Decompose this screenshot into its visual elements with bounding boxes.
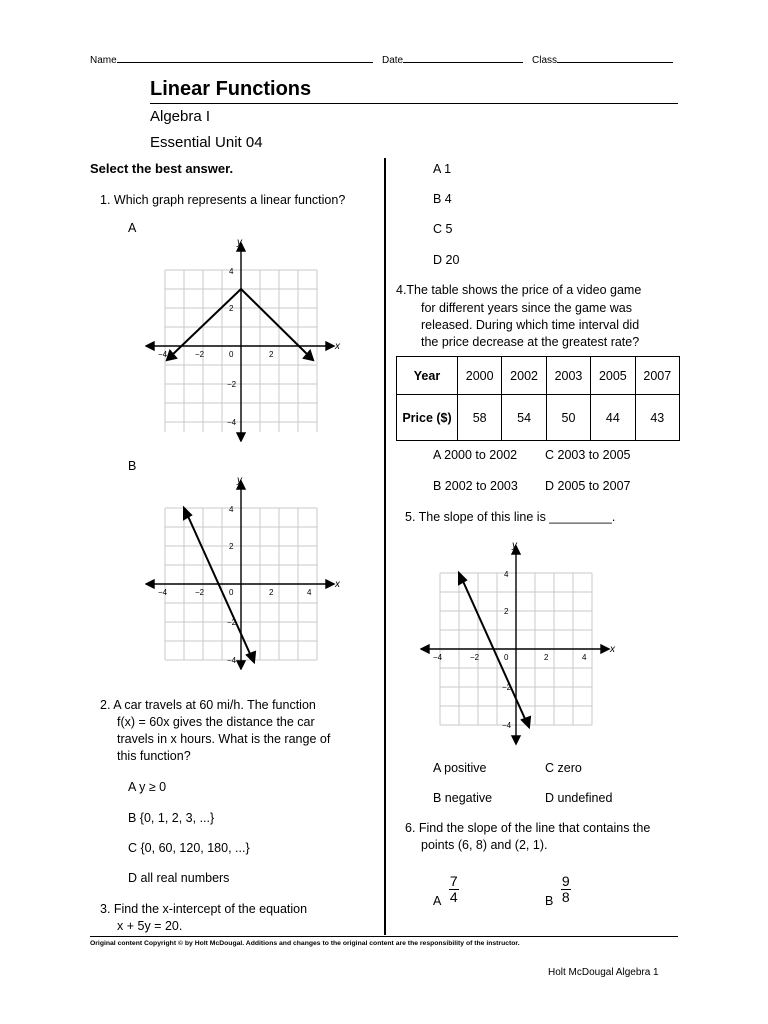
page-footer: Holt McDougal Algebra 1	[548, 967, 659, 978]
graph-b-x-label: x	[335, 579, 340, 590]
table-cell: 43	[635, 395, 679, 441]
q1-graph-a-label[interactable]: A	[128, 221, 137, 235]
q2-option-b[interactable]: B {0, 1, 2, 3, ...}	[128, 811, 215, 825]
graph-q5-axes	[421, 546, 609, 744]
graph-a-axes	[146, 243, 334, 441]
graph-b-ytick: −4	[227, 656, 237, 665]
q4-line-2: for different years since the game was	[421, 301, 632, 315]
graph-a-xtick: 4	[307, 350, 312, 359]
graph-a-ytick: 2	[229, 304, 234, 313]
q1-text: 1. Which graph represents a linear function?	[100, 193, 346, 207]
graph-q5-xtick: −2	[470, 653, 480, 662]
graph-q5-ytick: 4	[504, 570, 509, 579]
q6-option-a-letter: A	[433, 894, 442, 908]
q4-line-4: the price decrease at the greatest rate?	[421, 335, 640, 349]
graph-a-line	[167, 289, 313, 360]
graph-b-line	[184, 508, 255, 662]
q6-option-b[interactable]	[545, 870, 571, 908]
q2-option-d[interactable]: D all real numbers	[128, 871, 230, 885]
footer-rule	[90, 936, 678, 937]
q6-line-2: points (6, 8) and (2, 1).	[421, 838, 548, 852]
graph-q5-x-label: x	[610, 644, 615, 655]
q2-option-a[interactable]: A y ≥ 0	[128, 780, 167, 794]
q4-option-a[interactable]: A 2000 to 2002	[433, 448, 518, 462]
q5-text: 5. The slope of this line is _________.	[405, 510, 616, 524]
q6-line-1: 6. Find the slope of the line that contains the	[405, 821, 651, 835]
table-header-price: Price ($)	[397, 395, 458, 441]
graph-a-ytick: −4	[227, 418, 237, 427]
page-subtitle: Algebra I	[150, 108, 211, 125]
class-field-row	[532, 52, 673, 66]
q2-line-2: f(x) = 60x gives the distance the car	[117, 715, 315, 729]
table-row	[397, 357, 680, 395]
graph-a	[145, 232, 345, 442]
table-row	[397, 395, 680, 441]
q2-line-4: this function?	[117, 749, 191, 763]
page-title: Linear Functions	[150, 78, 312, 100]
q6-option-a-fraction	[449, 874, 459, 905]
q6-option-b-denominator: 8	[561, 888, 570, 905]
graph-q5-xtick: 4	[582, 653, 587, 662]
q2-option-c[interactable]: C {0, 60, 120, 180, ...}	[128, 841, 250, 855]
title-rule	[150, 103, 678, 104]
q3-line-1: 3. Find the x-intercept of the equation	[100, 902, 308, 916]
q4-option-c[interactable]: C 2003 to 2005	[545, 448, 631, 462]
q5-option-c[interactable]: C zero	[545, 761, 582, 775]
table-header-year: Year	[397, 357, 458, 395]
table-cell: 2002	[502, 357, 546, 395]
table-cell: 58	[458, 395, 502, 441]
date-label: Date	[382, 55, 404, 66]
graph-b-y-label: y	[237, 475, 242, 486]
q6-option-b-fraction	[561, 874, 571, 905]
graph-b-xtick: 0	[229, 588, 234, 597]
table-cell: 44	[591, 395, 635, 441]
graph-q5-xtick: 2	[544, 653, 549, 662]
graph-b-xtick: −4	[158, 588, 168, 597]
q3-option-c[interactable]: C 5	[433, 222, 453, 236]
q4-option-d[interactable]: D 2005 to 2007	[545, 479, 631, 493]
table-cell: 2005	[591, 357, 635, 395]
q6-option-a-denominator: 4	[449, 888, 458, 905]
q5-option-a[interactable]: A positive	[433, 761, 487, 775]
q6-option-b-numerator: 9	[561, 872, 570, 889]
graph-q5-line	[459, 573, 530, 727]
q3-line-2: x + 5y = 20.	[117, 919, 183, 933]
q2-line-1: 2. A car travels at 60 mi/h. The function	[100, 698, 316, 712]
name-blank[interactable]	[117, 52, 373, 63]
graph-q5-ytick: 2	[504, 607, 509, 616]
graph-b-xtick: −2	[195, 588, 205, 597]
graph-b	[145, 470, 345, 670]
graph-b-xtick: 4	[307, 588, 312, 597]
q5-option-b[interactable]: B negative	[433, 791, 493, 805]
column-divider	[384, 158, 386, 935]
graph-a-xtick: 0	[229, 350, 234, 359]
instructions: Select the best answer.	[90, 161, 234, 176]
graph-q5-xtick: −4	[433, 653, 443, 662]
graph-a-x-label: x	[335, 341, 340, 352]
q5-option-d[interactable]: D undefined	[545, 791, 613, 805]
graph-a-ytick: 4	[229, 267, 234, 276]
q1-graph-b-label[interactable]: B	[128, 459, 137, 473]
table-cell: 2007	[635, 357, 679, 395]
graph-q5-ytick: −2	[502, 683, 512, 692]
q4-line-3: released. During which time interval did	[421, 318, 640, 332]
name-label: Name	[90, 55, 117, 66]
graph-b-ytick: −2	[227, 618, 237, 627]
date-blank[interactable]	[403, 52, 523, 63]
graph-q5-ytick: −4	[502, 721, 512, 730]
graph-a-xtick: 2	[269, 350, 274, 359]
graph-q5-xtick: 0	[504, 653, 509, 662]
copyright-notice: Original content Copyright © by Holt McDougal. Additions and changes to the original content are the responsibility of the instructor.	[90, 940, 520, 947]
q2-line-3: travels in x hours. What is the range of	[117, 732, 331, 746]
graph-b-ytick: 2	[229, 542, 234, 551]
q3-option-d[interactable]: D 20	[433, 253, 460, 267]
price-table	[396, 356, 680, 441]
graph-a-xtick: −4	[158, 350, 168, 359]
graph-a-xtick: −2	[195, 350, 205, 359]
q6-option-a-numerator: 7	[449, 872, 458, 889]
q6-option-b-letter: B	[545, 894, 554, 908]
q3-option-a[interactable]: A 1	[433, 162, 452, 176]
graph-q5-y-label: y	[512, 540, 517, 551]
name-field-row	[90, 52, 373, 66]
graph-a-y-label: y	[237, 237, 242, 248]
graph-a-ytick: −2	[227, 380, 237, 389]
q4-option-b[interactable]: B 2002 to 2003	[433, 479, 518, 493]
q3-option-b[interactable]: B 4	[433, 192, 452, 206]
table-cell: 2000	[458, 357, 502, 395]
table-cell: 54	[502, 395, 546, 441]
class-blank[interactable]	[557, 52, 673, 63]
graph-b-xtick: 2	[269, 588, 274, 597]
q6-option-a[interactable]	[433, 870, 459, 908]
date-field-row	[382, 52, 523, 66]
q4-line-1: 4.The table shows the price of a video game	[396, 283, 642, 297]
table-cell: 2003	[546, 357, 590, 395]
class-label: Class	[532, 55, 558, 66]
unit-label: Essential Unit 04	[150, 134, 263, 151]
graph-q5	[420, 535, 630, 750]
graph-b-ytick: 4	[229, 505, 234, 514]
table-cell: 50	[546, 395, 590, 441]
